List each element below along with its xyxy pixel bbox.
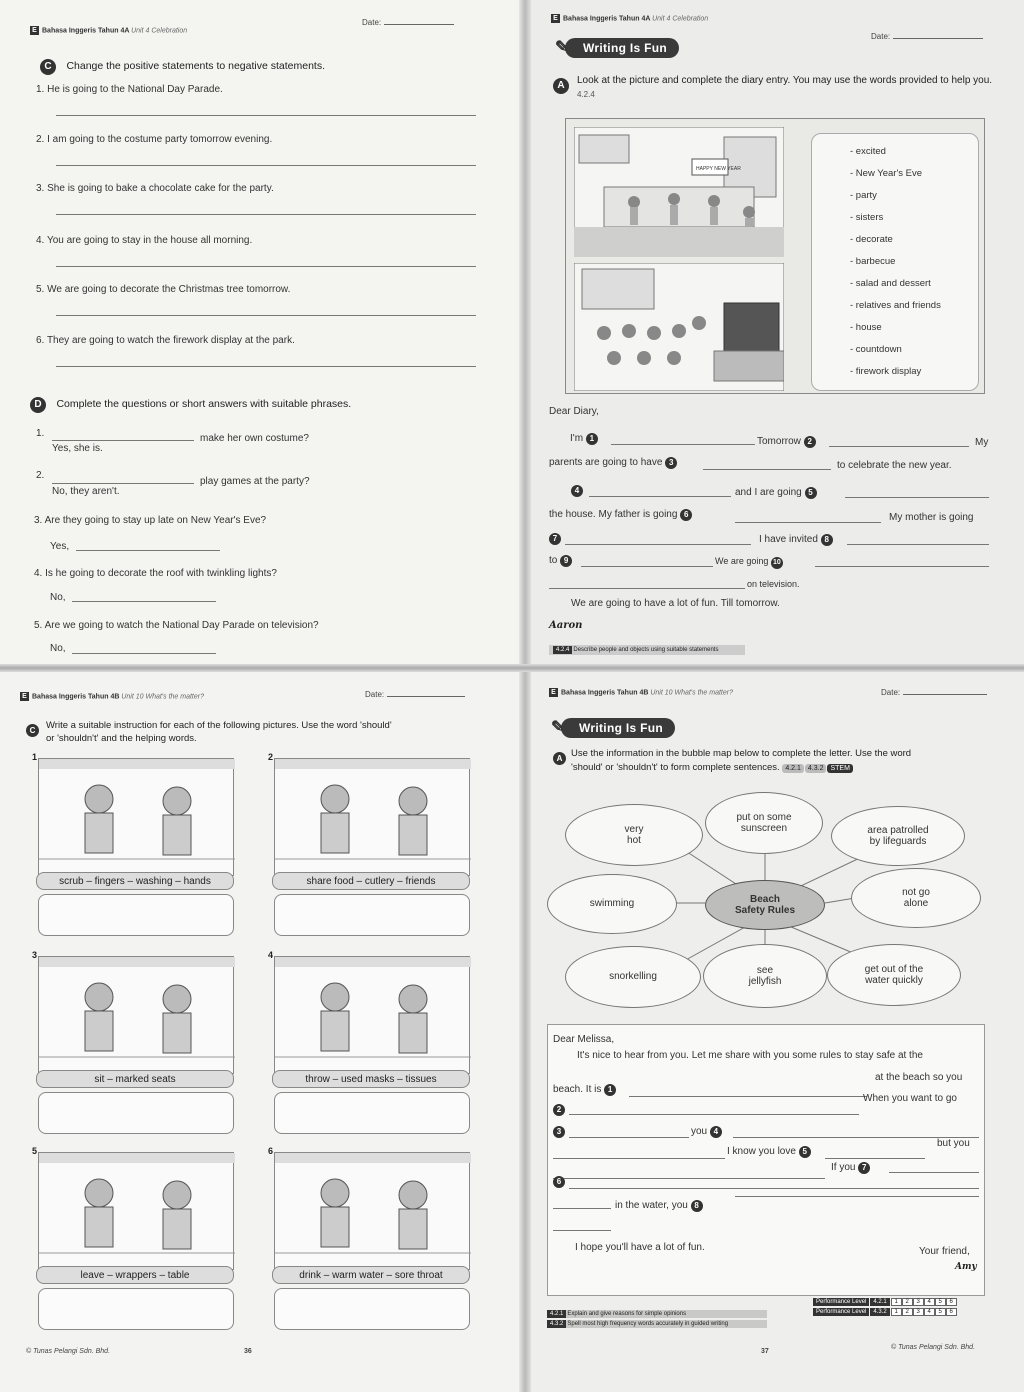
diary-line-2: parents are going to have 3 [549,457,677,469]
bubble-map-bubble: area patrolled by lifeguards [831,806,965,866]
performance-level-label: Performance Level [813,1298,869,1306]
exercise-badge: A [553,748,566,766]
answer-line[interactable] [569,1114,859,1115]
section-instruction: Complete the questions or short answers with suitable phrases. [56,398,352,410]
short-answer: Yes, she is. [52,443,103,454]
answer-line[interactable] [847,544,989,545]
exercise-instruction: Look at the picture and complete the diary entry. You may use the words provided to help you. 4.2.4 [577,75,993,99]
answer-line[interactable] [72,601,216,602]
bubble-map-bubble: snorkelling [565,946,701,1008]
item-illustration [274,1152,470,1270]
letter-line: If you 7 [831,1162,870,1174]
party-scene-illustration [574,127,784,257]
book-spine [519,0,531,1392]
helping-words-caption: scrub – fingers – washing – hands [36,872,234,890]
performance-level-box[interactable]: 5 [935,1298,946,1306]
performance-level-row [813,1298,957,1306]
date-field[interactable]: Date: [362,18,454,27]
diary-line-4: the house. My father is going 6 [549,509,692,521]
answer-line[interactable] [629,1096,867,1097]
letter-line: 2 [553,1104,565,1116]
exercise-instruction-line2: 'should' or 'shouldn't' to form complete sentences. 4.2.1 4.3.2 STEM [571,762,854,773]
item-illustration [274,758,470,876]
performance-level-box[interactable]: 5 [935,1308,946,1316]
performance-level-box[interactable]: 6 [946,1298,957,1306]
bubble-map-bubble: see jellyfish [703,944,827,1008]
learning-standard-row [547,1320,767,1328]
answer-line[interactable] [76,550,220,551]
answer-box[interactable] [274,1092,470,1134]
learning-standard-footer [547,1308,767,1328]
word-bank-item: - sisters [850,212,884,223]
answer-box[interactable] [274,894,470,936]
answer-line[interactable] [52,483,194,484]
answer-line[interactable] [553,1178,825,1179]
answer-line[interactable] [581,566,713,567]
performance-level-box[interactable]: 2 [902,1308,913,1316]
worksheet-page-diary-writing: E Bahasa Inggeris Tahun 4A Unit 4 Celebration Date: ✎ Writing Is Fun A Look at the picture and complete the diary entry. You may use the words provided to help you. 4.2.4 HAPPY NEW YEAR - excited - New Year's Eve - party - sisters - decorate - barbecue - salad and dessert - relatives and friends - house - countdown - firework display Dear Diary, I'm 1 Tomorrow 2 My parents are going to have 3 to celebrate the new year. 4 and I are going 5 the house. My father is going 6 My mother is going 7 I have invited 8 to 9 We are going 10 on television. We are going to have a lot of fun. Till tomorrow. Aaron 4.2.4 Describe people and objects using suitable statements [525,0,1024,668]
date-field[interactable]: Date: [871,32,983,41]
letter-line: It's nice to hear from you. Let me share with you some rules to stay safe at the [577,1050,923,1061]
learning-standard-text: Spell most high frequency words accurately in guided writing [567,1321,729,1327]
item-illustration [38,956,234,1074]
diary-line-6b: We are going 10 [715,556,783,569]
learning-standard-footer: 4.2.4 Describe people and objects using suitable statements [549,645,745,655]
answer-line[interactable] [56,266,476,267]
item-number: 4 [268,950,274,960]
letter-signoff: Your friend, [919,1246,970,1257]
exercise-instruction: Write a suitable instruction for each of the following pictures. Use the word 'should' [46,720,392,731]
learning-standard-text: Explain and give reasons for simple opinions [567,1311,687,1317]
letter-greeting: Dear Melissa, [553,1034,615,1045]
question-text: 2. I am going to the costume party tomorrow evening. [36,134,273,145]
copyright-footer: © Tunas Pelangi Sdn. Bhd. [891,1344,976,1351]
diary-line-3b: and I are going 5 [735,487,817,499]
word-bank-item: - New Year's Eve [850,168,923,179]
question-text: make her own costume? [200,433,309,444]
question-text: 1. He is going to the National Day Parade. [36,84,223,95]
page-header: E Bahasa Inggeris Tahun 4A Unit 4 Celebration [551,14,708,23]
learning-standard-code: 4.2.1 [547,1310,566,1318]
page-number: 36 [244,1348,252,1355]
learning-standard-code: 4.3.2 [547,1320,566,1328]
blank-marker-1: 1 [586,433,598,445]
answer-line[interactable] [815,566,989,567]
performance-level-box[interactable]: 1 [891,1298,902,1306]
performance-level-box[interactable]: 1 [891,1308,902,1316]
writing-is-fun-title: ✎ Writing Is Fun [561,718,675,738]
bubble-map-center: Beach Safety Rules [705,880,825,930]
answer-line[interactable] [553,1230,611,1231]
diary-closing: We are going to have a lot of fun. Till tomorrow. [571,598,780,609]
date-field[interactable]: Date: [881,688,987,697]
word-bank-item: - decorate [850,234,893,245]
word-bank-item: - party [850,190,877,201]
letter-signature: Amy [955,1262,977,1272]
page-separator [0,664,1024,672]
answer-line[interactable] [845,497,989,498]
answer-line[interactable] [735,522,881,523]
question-text: 5. We are going to decorate the Christmas tree tomorrow. [36,284,291,295]
diary-line-1b: Tomorrow 2 [757,436,816,448]
answer-line[interactable] [56,165,476,166]
word-bank-item: - countdown [850,344,902,355]
item-number: 1 [32,752,38,762]
bubble-map-bubble: get out of the water quickly [827,944,961,1006]
page-header: E Bahasa Inggeris Tahun 4A Unit 4 Celebration [30,26,187,35]
helping-words-caption: throw – used masks – tissues [272,1070,470,1088]
answer-box[interactable] [38,1288,234,1330]
answer-line[interactable] [825,1158,925,1159]
question-text: play games at the party? [200,476,310,487]
worksheet-page-celebration-grammar [0,0,525,668]
book-logo-icon: E [551,14,560,23]
answer-line[interactable] [889,1172,979,1173]
item-illustration [38,758,234,876]
section-instruction: Change the positive statements to negative statements. [66,60,326,72]
worksheet-page-letter-writing: E Bahasa Inggeris Tahun 4B Unit 10 What's the matter? Date: ✎ Writing Is Fun A Use the information in the bubble map below to complete the letter. Use the word 'should' or 'shouldn't' to form complete sentences. 4.2.1 4.3.2 STEM Beach Safety Rules very hot put on some sunscreen area patrolled by lifeguards swimming not go alone snorkelling see jellyfish get out of the water quickly Dear Melissa, It's nice to hear from you. Let me share with you some rules to stay safe at the beach. It is 1 at the beach so you 2 When you want to go 3 you 4 I know you love 5 but you If you 7 6 in the water, you 8 I hope you'll have a lot of fun. Your friend, Amy 4.2.1 Explain and give reasons for simple opinions 4.3.2 Spell most high frequency words accurately in guided writing Performance Level 4.2.1 1 2 3 4 5 6 Performance Level 4.3.2 1 2 3 4 5 6 37 © Tunas Pelangi Sdn. Bhd. [525,668,1024,1392]
item-illustration [38,1152,234,1270]
answer-box[interactable] [38,1092,234,1134]
answer-line[interactable] [735,1196,979,1197]
answer-line[interactable] [569,1188,979,1189]
letter-line: 6 [553,1176,565,1188]
countdown-scene-illustration [574,263,784,391]
performance-level-box[interactable]: 3 [913,1298,924,1306]
exercise-instruction-line2: or 'shouldn't' and the helping words. [46,733,197,744]
helping-words-caption: sit – marked seats [36,1070,234,1088]
item-number: 5 [32,1146,38,1156]
item-number: 3 [32,950,38,960]
bubble-map-bubble: not go alone [851,868,981,928]
answer-line[interactable] [611,444,755,445]
question-text: 4. You are going to stay in the house all morning. [36,235,253,246]
word-bank-item: - excited [850,146,886,157]
performance-level-label: Performance Level [813,1308,869,1316]
performance-level-box[interactable]: 4 [924,1308,935,1316]
exercise-badge: C [26,720,39,738]
date-field[interactable]: Date: [365,690,465,699]
worksheet-page-instructions [0,668,525,1392]
letter-line: beach. It is 1 [553,1084,616,1096]
word-bank-item: - salad and dessert [850,278,931,289]
question-text: 3. She is going to bake a chocolate cake for the party. [36,183,274,194]
skill-code-tag: 4.2.1 [782,764,804,773]
diary-line-5: 7 [549,533,561,545]
answer-box[interactable] [38,894,234,936]
diary-line-3: 4 [571,485,583,497]
question-number: 1. [36,428,45,439]
question-text: 6. They are going to watch the firework display at the park. [36,335,295,346]
bubble-map-bubble: put on some sunscreen [705,792,823,854]
page-number: 37 [761,1348,769,1355]
word-bank [811,133,979,391]
section-badge: D [30,397,46,413]
exercise-instruction: Use the information in the bubble map below to complete the letter. Use the word [571,748,912,759]
performance-level-box[interactable]: 2 [902,1298,913,1306]
short-answer: No, [50,643,66,654]
diary-line-6: to 9 [549,555,572,567]
performance-level-code: 4.3.2 [870,1308,889,1316]
answer-line[interactable] [56,214,476,215]
question-number: 2. [36,470,45,481]
word-bank-item: - relatives and friends [850,300,941,311]
word-bank-item: - house [850,322,882,333]
question-text: 5. Are we going to watch the National Day Parade on television? [34,620,319,631]
performance-level-box[interactable]: 3 [913,1308,924,1316]
section-badge: C [40,59,56,75]
letter-line: 3 [553,1126,565,1138]
performance-level-box[interactable]: 4 [924,1298,935,1306]
exercise-badge: A [553,75,569,94]
page-header: E Bahasa Inggeris Tahun 4B Unit 10 What's the matter? [549,688,733,697]
skill-code-tag: 4.3.2 [805,764,827,773]
diary-line-1: I'm 1 [570,433,598,445]
diary-signature: Aaron [549,620,583,631]
performance-level-code: 4.2.1 [870,1298,889,1306]
short-answer: No, [50,592,66,603]
learning-standard-row [547,1310,767,1318]
letter-line: you 4 [691,1126,722,1138]
answer-line[interactable] [72,653,216,654]
item-number: 6 [268,1146,274,1156]
question-text: 4. Is he going to decorate the roof with twinkling lights? [34,568,277,579]
bubble-map-bubble: very hot [565,804,703,866]
section-c-heading [40,56,325,75]
picture-panel [565,118,985,394]
word-bank-item: - barbecue [850,256,896,267]
helping-words-caption: drink – warm water – sore throat [272,1266,470,1284]
section-d-heading [30,394,351,413]
bubble-map-bubble: swimming [547,874,677,934]
helping-words-caption: leave – wrappers – table [36,1266,234,1284]
diary-line-5b: I have invited 8 [759,534,833,546]
word-bank-item: - firework display [850,366,922,377]
answer-box[interactable] [274,1288,470,1330]
performance-level-table [813,1296,957,1316]
answer-line[interactable] [589,496,731,497]
diary-greeting: Dear Diary, [549,406,599,417]
answer-line[interactable] [703,469,831,470]
page-header: E Bahasa Inggeris Tahun 4B Unit 10 What's the matter? [20,692,204,701]
letter-line: I know you love 5 [727,1146,811,1158]
question-text: 3. Are they going to stay up late on New Year's Eve? [34,515,267,526]
letter-line: in the water, you 8 [615,1200,703,1212]
helping-words-caption: share food – cutlery – friends [272,872,470,890]
answer-line[interactable] [565,544,751,545]
banner-text: HAPPY NEW YEAR [696,166,741,172]
book-logo-icon: E [30,26,39,35]
book-logo-icon: E [20,692,29,701]
copyright-footer: © Tunas Pelangi Sdn. Bhd. [26,1348,111,1355]
answer-line[interactable] [569,1137,689,1138]
answer-line[interactable] [553,1208,611,1209]
writing-is-fun-title: ✎ Writing Is Fun [565,38,679,58]
performance-level-box[interactable]: 6 [946,1308,957,1316]
letter-closing: I hope you'll have a lot of fun. [575,1242,705,1253]
answer-line[interactable] [56,315,476,316]
answer-line[interactable] [829,446,969,447]
book-logo-icon: E [549,688,558,697]
short-answer: Yes, [50,541,70,552]
skill-code-tag: STEM [827,764,852,773]
short-answer: No, they aren't. [52,486,120,497]
answer-line[interactable] [56,115,476,116]
answer-line[interactable] [52,440,194,441]
answer-line[interactable] [553,1158,725,1159]
answer-line[interactable] [549,588,745,589]
answer-line[interactable] [56,366,476,367]
item-illustration [274,956,470,1074]
performance-level-row [813,1308,957,1316]
item-number: 2 [268,752,274,762]
